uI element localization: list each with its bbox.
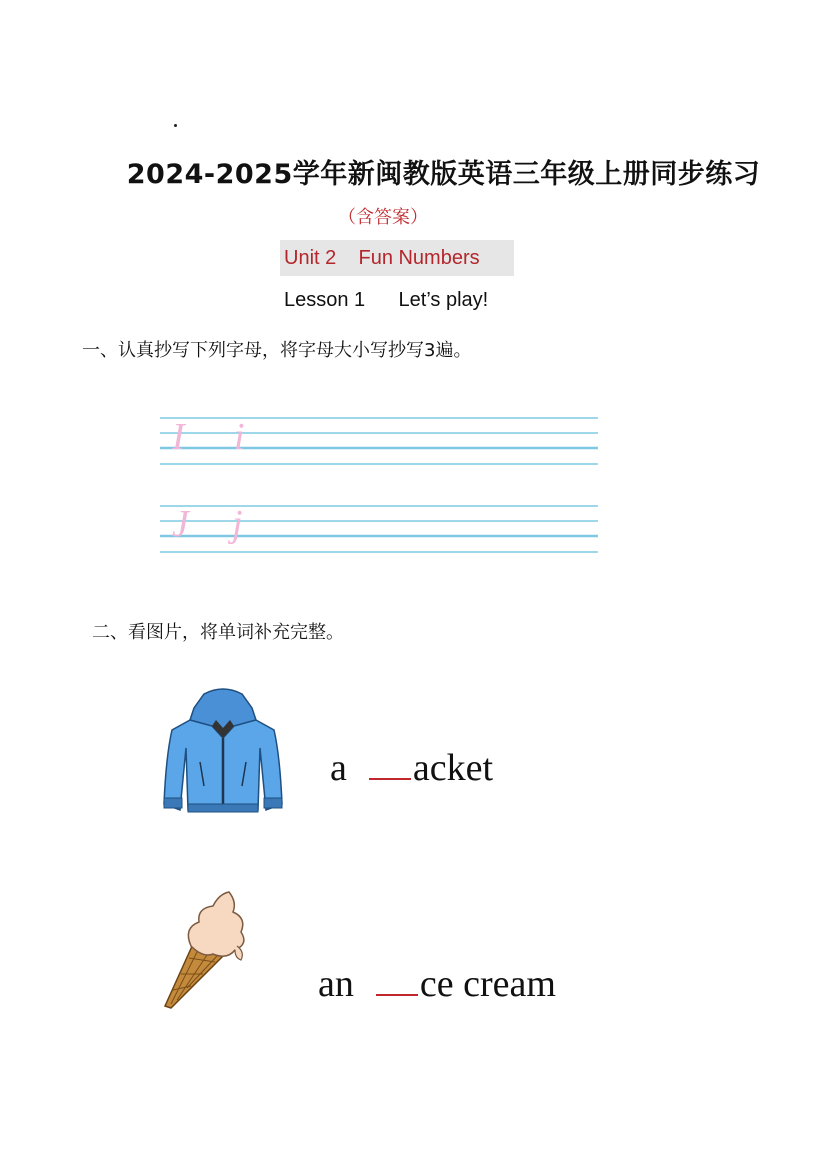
unit-heading: Unit 2 Fun Numbers [280,240,514,276]
section1-instruction: 一、认真抄写下列字母，将字母大小写抄写3遍。 [82,340,472,361]
section2-instruction: 二、看图片，将单词补充完整。 [92,622,344,643]
word-item-ice-cream [318,962,556,1006]
word-suffix: acket [412,747,494,789]
word-prefix: a [330,747,347,789]
lesson-heading: Lesson 1 Let’s play! [284,289,489,311]
letter-upper-j: J [172,503,189,545]
word-prefix: an [318,963,354,1005]
page-subtitle: （含答案） [338,207,428,228]
letter-upper-i: I [172,416,185,458]
word-suffix: ce cream [419,963,556,1005]
handwriting-lines [160,410,600,560]
answer-blank[interactable] [376,964,418,996]
jacket-image [160,686,286,818]
page-title: 2024-2025学年新闽教版英语三年级上册同步练习 [126,159,761,190]
ice-cream-image [163,888,253,1010]
word-item-jacket [330,746,493,790]
dot-mark [174,124,177,127]
letter-lower-i: i [234,416,245,458]
letter-lower-j: j [232,503,243,545]
answer-blank[interactable] [369,748,411,780]
